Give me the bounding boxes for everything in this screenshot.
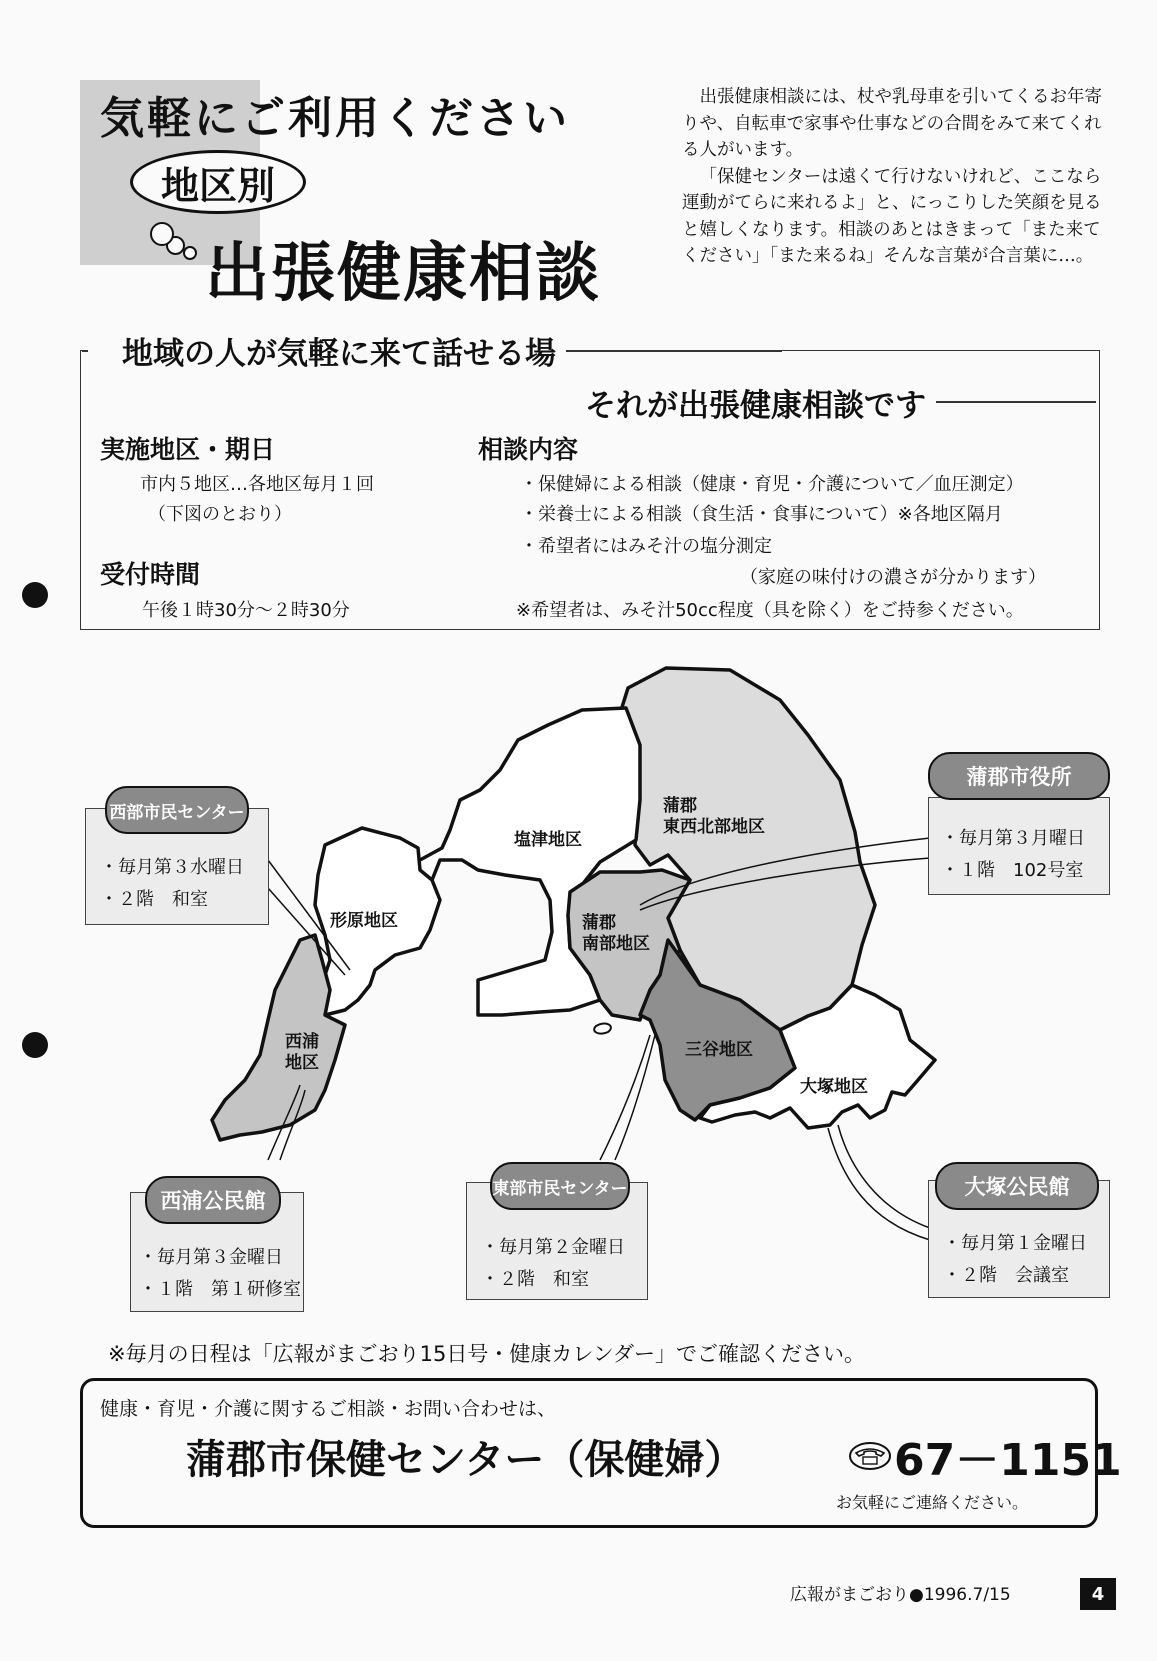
venue-seibu-line1: ・毎月第３水曜日 <box>100 857 244 878</box>
venue-shiyakusho-line1: ・毎月第３月曜日 <box>941 828 1085 849</box>
venue-seibu-name: 西部市民センター <box>105 786 249 834</box>
district-nishiura-shape <box>212 935 345 1140</box>
contact-lead: 健康・育児・介護に関するご相談・お問い合わせは、 <box>100 1398 557 1420</box>
content-item3-note: （家庭の味付けの濃さが分かります） <box>740 567 1046 588</box>
headline2: それが出張健康相談です <box>485 380 936 425</box>
label-otsuka: 大塚地区 <box>800 1077 868 1097</box>
venue-nishiura-line2: ・１階 第１研修室 <box>139 1279 301 1300</box>
label-tozaihokubu-1: 蒲郡 <box>663 796 697 816</box>
schedule-line1: 市内５地区…各地区毎月１回 <box>140 474 374 495</box>
venue-nishiura-line1: ・毎月第３金曜日 <box>139 1247 283 1268</box>
label-katahara: 形原地区 <box>330 911 398 931</box>
label-tozaihokubu-2: 東西北部地区 <box>663 817 765 837</box>
label-nanbu-1: 蒲郡 <box>582 913 616 933</box>
label-nanbu-2: 南部地区 <box>582 934 650 954</box>
venue-shiyakusho <box>928 797 1110 895</box>
content-heading: 相談内容 <box>478 435 579 464</box>
label-miya: 三谷地区 <box>685 1040 753 1060</box>
schedule-heading: 実施地区・期日 <box>100 435 276 464</box>
telephone-icon <box>848 1441 892 1471</box>
island-shape <box>594 1024 611 1034</box>
intro-paragraph-2: 「保健センターは遠くて行けないけれど、ここなら運動がてらに来れるよ」と、にっこりした笑顔を見ると嬉しくなります。相談のあとはきまって「また来てください」「また来るね」そんな言葉が合言葉に…。 <box>682 166 1102 266</box>
venue-shiyakusho-line2: ・１階 102号室 <box>941 860 1084 881</box>
title-oval-label: 地区別 <box>160 162 275 208</box>
intro-paragraph-1: 出張健康相談には、杖や乳母車を引いてくるお年寄りや、自転車で家事や仕事などの合間をみて来てくれる人がいます。 <box>682 87 1102 160</box>
venue-tobu-line1: ・毎月第２金曜日 <box>481 1237 625 1258</box>
label-nishiura-1: 西浦 <box>285 1032 319 1052</box>
callout-tobu <box>600 1035 655 1160</box>
page-number: 4 <box>1080 1578 1116 1610</box>
content-item1: ・保健婦による相談（健康・育児・介護について／血圧測定） <box>520 474 1024 495</box>
headline1: 地域の人が気軽に来て話せる場 <box>88 328 566 373</box>
venue-nishiura-name: 西浦公民館 <box>145 1176 281 1224</box>
contact-phone-number: 67－1151 <box>894 1435 1122 1486</box>
publication-footer: 広報がまごおり●1996.7/15 <box>790 1585 1011 1605</box>
venue-tobu-line2: ・２階 和室 <box>481 1269 589 1290</box>
contact-phone <box>848 1424 1122 1488</box>
contact-footnote: お気軽にご連絡ください。 <box>836 1493 1029 1512</box>
venue-otsuka-line2: ・２階 会議室 <box>943 1265 1069 1286</box>
title-main: 出張健康相談 <box>205 236 601 311</box>
venue-otsuka-name: 大塚公民館 <box>935 1162 1099 1210</box>
venue-tobu-name: 東部市民センター <box>490 1162 630 1210</box>
content-item3: ・希望者にはみそ汁の塩分測定 <box>520 536 772 557</box>
schedule-note: ※毎月の日程は「広報がまごおり15日号・健康カレンダー」でご確認ください。 <box>108 1342 865 1366</box>
content-note: ※希望者は、みそ汁50cc程度（具を除く）をご持参ください。 <box>516 600 1024 621</box>
schedule-line2: （下図のとおり） <box>148 504 292 525</box>
title-line1: 気軽にご利用ください <box>100 93 570 144</box>
venue-seibu-line2: ・２階 和室 <box>100 889 208 910</box>
label-shiotsu: 塩津地区 <box>514 830 582 850</box>
hours-line1: 午後１時30分～２時30分 <box>142 600 350 621</box>
venue-otsuka-line1: ・毎月第１金曜日 <box>943 1233 1087 1254</box>
venue-shiyakusho-name: 蒲郡市役所 <box>928 752 1110 800</box>
content-item2: ・栄養士による相談（食生活・食事について）※各地区隔月 <box>520 504 1003 525</box>
callout-otsuka <box>828 1125 930 1240</box>
label-nishiura-2: 地区 <box>285 1053 319 1073</box>
contact-center: 蒲郡市保健センター（保健婦） <box>186 1437 745 1483</box>
hours-heading: 受付時間 <box>100 560 201 589</box>
